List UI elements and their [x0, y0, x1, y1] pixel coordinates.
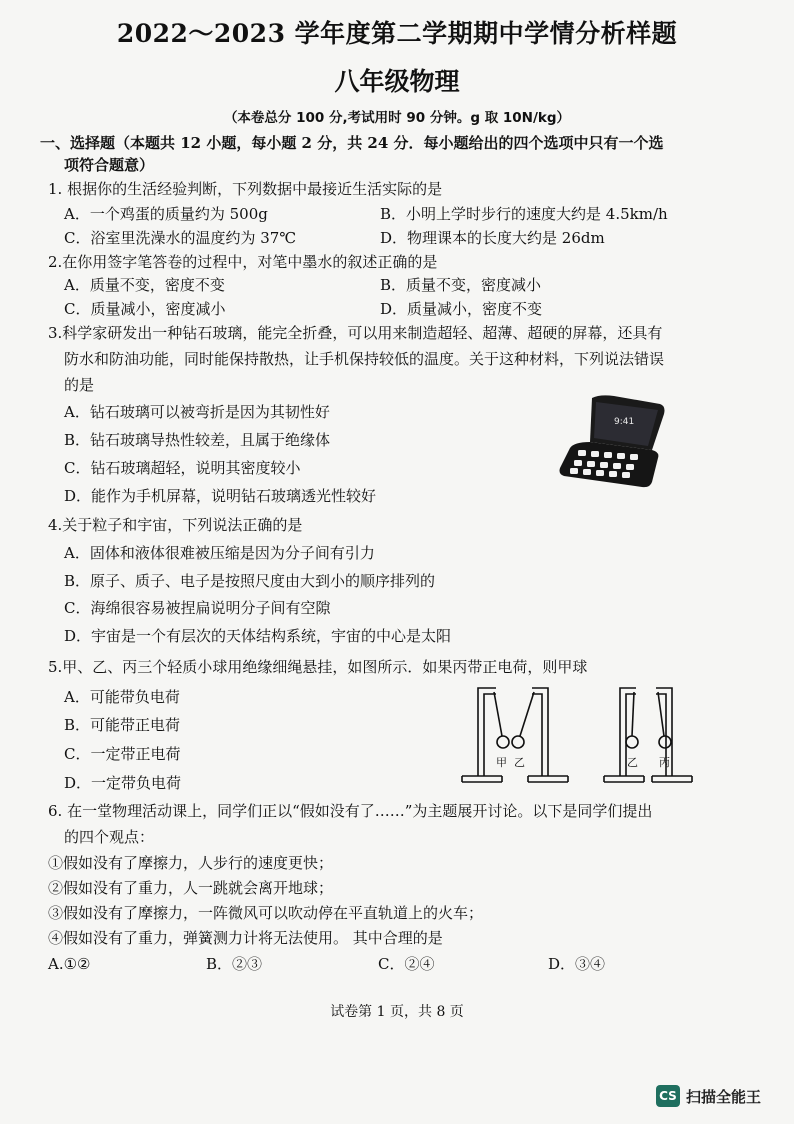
- charged-balls-figure: [456, 684, 696, 788]
- string-jia: [494, 692, 502, 736]
- string-yi-1: [520, 692, 534, 736]
- q3-option-a: A．钻石玻璃可以被弯折是因为其韧性好: [64, 403, 330, 421]
- q5-stem: 5.甲、乙、丙三个轻质小球用绝缘细绳悬挂，如图所示．如果丙带正电荷，则甲球: [48, 658, 588, 676]
- q6-point-4: ④假如没有了重力，弹簧测力计将无法使用。 其中合理的是: [48, 929, 443, 947]
- q4-option-b: B．原子、质子、电子是按照尺度由大到小的顺序排列的: [64, 572, 436, 590]
- q3-stem-line2: 防水和防油功能，同时能保持散热，让手机保持较低的温度。关于这种材料，下列说法错误: [64, 350, 665, 368]
- q6-stem-line1: 6. 在一堂物理活动课上，同学们正以“假如没有了……”为主题展开讨论。以下是同学们提出: [48, 802, 653, 820]
- q2-stem: 2.在你用签字笔答卷的过程中，对笔中墨水的叙述正确的是: [48, 253, 438, 271]
- q2-option-b: B．质量不变，密度减小: [380, 276, 542, 294]
- scanner-watermark: [656, 1082, 786, 1110]
- q6-point-1: ①假如没有了摩擦力，人步行的速度更快；: [48, 854, 334, 872]
- q6-option-a: A.①②: [48, 955, 91, 973]
- q4-option-c: C．海绵很容易被捏扁说明分子间有空隙: [64, 599, 331, 617]
- label-bing: 丙: [659, 756, 670, 769]
- stand-middle-base: [528, 776, 568, 782]
- q2-option-d: D．质量减小，密度不变: [380, 300, 543, 318]
- exam-subtitle: 八年级物理: [334, 67, 460, 96]
- stand-left-post: [478, 688, 496, 776]
- section-heading-line1: 一、选择题（本题共 12 小题，每小题 2 分，共 24 分．每小题给出的四个选项中只有一个选: [40, 134, 664, 152]
- q5-option-c: C．一定带正电荷: [64, 745, 181, 763]
- q2-option-a: A．质量不变，密度不变: [64, 276, 225, 294]
- stand-right1-base: [604, 776, 644, 782]
- q4-option-a: A．固体和液体很难被压缩是因为分子间有引力: [64, 544, 375, 562]
- stand-middle-post: [532, 688, 548, 776]
- q4-option-d: D．宇宙是一个有层次的天体结构系统，宇宙的中心是太阳: [64, 627, 452, 645]
- label-yi-2: 乙: [627, 756, 638, 769]
- q1-option-d: D．物理课本的长度大约是 26dm: [380, 229, 605, 247]
- q6-option-b: B．②③: [206, 955, 263, 973]
- q6-stem-line2: 的四个观点：: [64, 828, 155, 846]
- scanner-logo-icon: CS: [656, 1085, 680, 1107]
- q1-option-a: A．一个鸡蛋的质量约为 500g: [64, 205, 268, 223]
- exam-info: （本卷总分 100 分,考试用时 90 分钟。g 取 10N/kg）: [223, 110, 571, 126]
- foldable-phone-figure: [556, 392, 668, 492]
- q3-option-b: B．钻石玻璃导热性较差，且属于绝缘体: [64, 431, 331, 449]
- ball-bing: [659, 736, 671, 748]
- page-footer: 试卷第 1 页，共 8 页: [330, 1004, 464, 1020]
- q6-option-c: C．②④: [378, 955, 435, 973]
- q6-point-2: ②假如没有了重力，人一跳就会离开地球；: [48, 879, 334, 897]
- q4-stem: 4.关于粒子和宇宙，下列说法正确的是: [48, 516, 303, 534]
- string-bing: [658, 692, 664, 736]
- stand-right2-base: [652, 776, 692, 782]
- q3-stem-line3: 的是: [64, 376, 95, 394]
- q1-option-b: B．小明上学时步行的速度大约是 4.5km/h: [380, 205, 668, 223]
- phone-time-text: 9:41: [614, 417, 635, 427]
- q1-stem: 1. 根据你的生活经验判断，下列数据中最接近生活实际的是: [48, 180, 443, 198]
- section-heading-line2: 项符合题意）: [64, 156, 155, 174]
- ball-yi-2: [626, 736, 638, 748]
- q5-option-a: A．可能带负电荷: [64, 688, 180, 706]
- q5-option-b: B．可能带正电荷: [64, 716, 181, 734]
- ball-yi-1: [512, 736, 524, 748]
- q3-option-c: C．钻石玻璃超轻，说明其密度较小: [64, 459, 301, 477]
- scanner-app-name: 扫描全能王: [686, 1087, 762, 1106]
- stand-left-base: [462, 776, 502, 782]
- q3-option-d: D．能作为手机屏幕，说明钻石玻璃透光性较好: [64, 487, 377, 505]
- q1-option-c: C．浴室里洗澡水的温度约为 37℃: [64, 229, 297, 247]
- ball-jia: [497, 736, 509, 748]
- q6-point-3: ③假如没有了摩擦力，一阵微风可以吹动停在平直轨道上的火车；: [48, 904, 484, 922]
- q2-option-c: C．质量减小，密度减小: [64, 300, 226, 318]
- exam-title: 2022～2023 学年度第二学期期中学情分析样题: [116, 19, 678, 48]
- label-jia: 甲: [496, 756, 507, 769]
- q5-option-d: D．一定带负电荷: [64, 774, 182, 792]
- q3-stem-line1: 3.科学家研发出一种钻石玻璃，能完全折叠，可以用来制造超轻、超薄、超硬的屏幕，还具有: [48, 324, 663, 342]
- label-yi-1: 乙: [514, 756, 525, 769]
- string-yi-2: [632, 692, 634, 736]
- q6-option-d: D．③④: [548, 955, 606, 973]
